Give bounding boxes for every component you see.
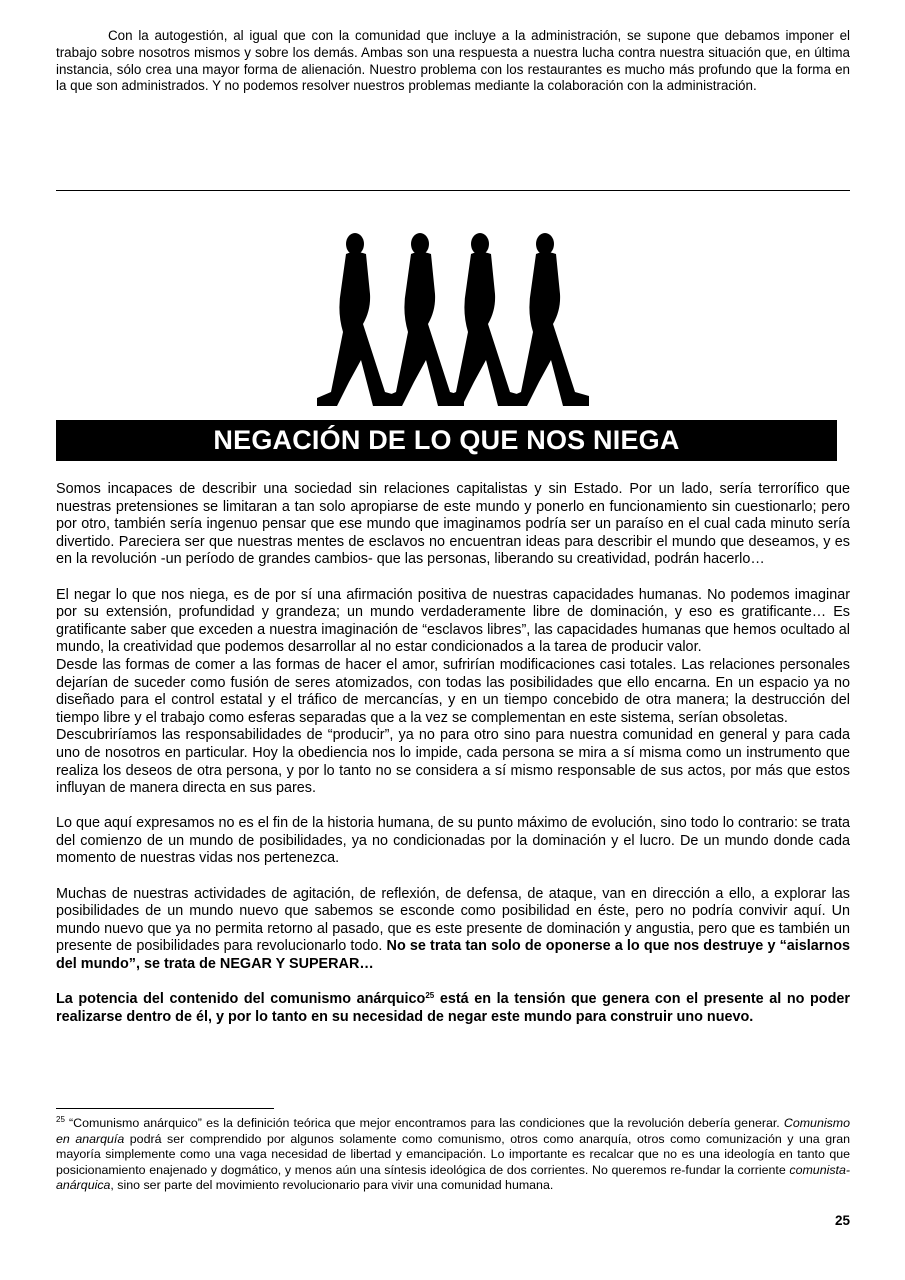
section-title-banner	[56, 420, 837, 461]
paragraph-7	[56, 991, 850, 1026]
four-walking-silhouettes-icon	[300, 230, 600, 410]
footnote-text-1: “Comunismo anárquico” es la definición teórica que mejor encontramos para las condiciones que la revolución debería generar.	[64, 1116, 784, 1130]
walker-4	[507, 233, 589, 406]
intro-paragraph	[56, 28, 850, 95]
paragraph-6-bold: No se trata tan solo de oponerse a lo que nos destruye y “aislarnos del mundo”, se trata de NEGAR Y SUPERAR…	[56, 938, 850, 973]
intro-text: Con la autogestión, al igual que con la comunidad que incluye a la administración, se supone que debamos imponer el trabajo sobre nosotros mismos y sobre los demás. Ambas son una respuesta a nuestra lucha contra nuestra situación que, en última instancia, sólo crea una mayor forma de alienación. Nuestro problema con los restaurantes es mucho más profundo que la forma en la que son administrados. Y no podemos resolver nuestros problemas mediante la colaboración con la administración.	[56, 28, 850, 94]
paragraph-5: Lo que aquí expresamos no es el fin de la historia humana, de su punto máximo de evolución, sino todo lo contrario: se trata del comienzo de un mundo de posibilidades, ya no condicionadas por la dominación y el lucro. De un mundo donde cada momento de nuestras vidas nos pertenezca.	[56, 815, 850, 867]
footnote-divider	[56, 1108, 274, 1109]
paragraph-7-part2: está en la tensión que genera con el presente al no poder realizarse dentro de él, y por lo tanto en su necesidad de negar este mundo para construir uno nuevo.	[56, 991, 850, 1025]
walker-1	[317, 233, 399, 406]
section-divider	[56, 190, 850, 191]
paragraph-7-part1: La potencia del contenido del comunismo anárquico	[56, 991, 426, 1008]
footnote	[56, 1116, 850, 1194]
section-title: NEGACIÓN DE LO QUE NOS NIEGA	[213, 425, 680, 455]
page-number: 25	[834, 1213, 850, 1228]
footnote-text-2: podrá ser comprendido por algunos solamente como comunismo, otros como anarquía, otros como comunización y una gran mayoría simplemente como una vaga necesidad de libertad y emancipación. Lo importante es recalcar que no es una ideología en tanto que posicionamiento enajenado y dogmático, y menos aún una síntesis ideológica de dos corrientes. No queremos re-fundar la corriente	[56, 1131, 851, 1177]
paragraph-6-text: Muchas de nuestras actividades de agitación, de reflexión, de defensa, de ataque, van en dirección a ello, a explorar las posibilidades de un mundo nuevo que sabemos se esconde como posibilidad en éste, pero no podría convivir aquí. Un mundo nuevo que ya no permita retorno al pasado, que es este presente de dominación y angustia, pero que es también un presente de posibilidades para revolucionarlo todo.	[56, 885, 850, 955]
paragraph-4: Descubriríamos las responsabilidades de “producir”, ya no para otro sino para nuestra comunidad en general y para cada uno de nosotros en particular. Hoy la obediencia nos lo impide, cada persona se mira a sí misma como un instrumento que realiza los deseos de otra persona, y por lo tanto no se considera a sí mismo responsable de sus actos, por más que estos influyan de manera directa en sus pares.	[56, 727, 850, 797]
walker-3	[442, 233, 524, 406]
paragraph-3: Desde las formas de comer a las formas de hacer el amor, sufrirían modificaciones casi totales. Las relaciones personales dejarían de suceder como fusión de seres atomizados, con todas las posibilidades que ello encarna. En un espacio ya no diseñado para el control estatal y el tráfico de mercancías, y en un tiempo concebido de otra manera; la destrucción del tiempo libre y el trabajo como esferas separadas que a la vez se complementan en este sistema, serían obsoletas.	[56, 656, 850, 726]
footnote-italic-2: comunista-anárquica	[56, 1162, 850, 1193]
footnote-italic-1: Comunismo en anarquía	[56, 1116, 850, 1146]
footnote-text-3: , sino ser parte del movimiento revolucionario para vivir una comunidad humana.	[110, 1178, 554, 1193]
intro-section	[56, 28, 850, 95]
main-text	[56, 481, 850, 1026]
paragraph-1: Somos incapaces de describir una sociedad sin relaciones capitalistas y sin Estado. Por un lado, sería terrorífico que nuestras pretensiones se limitaran a tan solo apropiarse de este mundo y ponerlo en funcionamiento sin cuestionarlo; pero por otro, también sería ingenuo pensar que ese mundo que imaginamos podría ser un paraíso en el cual cada minuto sería divertido. Pareciera ser que nuestras mentes de esclavos no encuentran ideas para describir el mundo que deseamos, y es en la revolución -un período de grandes cambios- que las personas, liberando su creatividad, podrán hacerlo…	[56, 481, 850, 568]
footnote-number: 25	[56, 1115, 65, 1124]
footnote-reference[interactable]: 25	[425, 991, 435, 1001]
paragraph-2: El negar lo que nos niega, es de por sí una afirmación positiva de nuestras capacidades humanas. No podemos imaginar por su extensión, profundidad y grandeza; un mundo verdaderamente libre de dominación, y eso es gratificante… Es gratificante saber que exceden a nuestra imaginación de “esclavos libres”, las capacidades humanas que hemos ocultado al mundo, la creatividad que podemos desarrollar al no estar condicionados a la tarea de producir valor.	[56, 586, 850, 656]
walker-2	[382, 233, 464, 406]
paragraph-6	[56, 886, 850, 974]
